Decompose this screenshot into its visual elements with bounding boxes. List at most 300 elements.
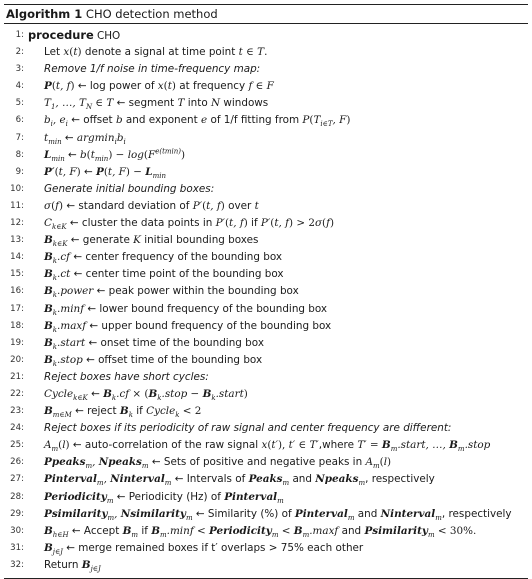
line-segment: Ninterval [110, 473, 165, 486]
line-segment: B [44, 336, 53, 349]
line-segment: B [44, 524, 53, 537]
algorithm-line [4, 437, 528, 454]
line-segment: ) [220, 199, 225, 212]
line-segment: min [152, 171, 166, 180]
line-segment: ← segment [113, 97, 178, 110]
line-segment: ∈ [92, 97, 107, 110]
line-segment: m [160, 530, 167, 539]
line-segment: k [157, 394, 162, 403]
line-segment: into [184, 97, 211, 110]
line-segment: , …, T [55, 97, 86, 110]
line-segment: ( [163, 80, 168, 93]
algorithm-line [4, 471, 528, 488]
line-segment: Pinterval [224, 490, 278, 503]
line-number: 27: [10, 474, 24, 485]
line-text [44, 471, 435, 488]
line-segment: m [164, 479, 172, 488]
line-segment: Generate initial bounding boxes: [44, 182, 215, 195]
algorithm-line [4, 232, 528, 249]
line-segment: .stop [161, 387, 188, 400]
line-text [44, 506, 512, 523]
line-segment: ( [51, 80, 56, 93]
line-number: 18: [10, 320, 24, 331]
algorithm-lines [4, 24, 528, 578]
algorithm-line [4, 112, 528, 129]
line-segment: m [277, 496, 284, 505]
line-text [44, 301, 327, 318]
line-segment: and exponent [122, 114, 202, 127]
line-number: 2: [15, 47, 24, 58]
line-segment: ← Accept [68, 524, 123, 537]
line-segment: .ct [57, 268, 71, 281]
algorithm-line [4, 78, 528, 95]
line-segment: P′ [215, 217, 225, 230]
line-text [44, 95, 268, 112]
line-segment: T′ [357, 439, 367, 452]
line-number: 5: [15, 98, 24, 109]
line-text [44, 130, 126, 147]
algorithm-line [4, 403, 528, 420]
line-text [44, 164, 166, 181]
line-segment: m [358, 479, 366, 488]
line-segment: < 2 [179, 405, 202, 418]
algorithm-line [4, 215, 528, 232]
line-segment: ( [58, 439, 63, 452]
line-segment: ← log power of [74, 80, 158, 93]
algorithm-line [4, 369, 528, 386]
line-number: 14: [10, 252, 24, 263]
line-segment: ∈ [242, 46, 258, 59]
algorithm-line [4, 335, 528, 352]
line-segment: e(tmin) [155, 147, 182, 156]
line-segment: ( [202, 199, 207, 212]
line-segment: A [365, 456, 373, 469]
line-segment: T [177, 97, 185, 110]
line-segment: k [211, 394, 216, 403]
line-segment: m [131, 530, 139, 539]
line-segment: B [122, 524, 132, 537]
line-segment: K [133, 234, 141, 247]
line-segment: l [62, 439, 66, 452]
algorithm-line [4, 454, 528, 471]
line-segment: t, F [58, 165, 77, 178]
line-segment: , e [52, 114, 66, 127]
line-segment: .start [57, 336, 86, 349]
line-number: 15: [10, 269, 24, 280]
algorithm-caption [4, 5, 528, 23]
line-segment: ← upper bound frequency of the bounding box [86, 319, 332, 332]
line-number: 29: [10, 508, 24, 519]
line-segment: B [44, 302, 53, 315]
line-segment: min [94, 154, 109, 163]
line-segment: ← cluster the data points in [66, 217, 216, 230]
line-number: 19: [10, 337, 24, 348]
line-segment: C [44, 217, 52, 230]
line-segment: B [103, 387, 112, 400]
line-text [44, 386, 248, 403]
line-segment: N [210, 97, 221, 110]
line-segment: P [96, 165, 104, 178]
algorithm-line [4, 147, 528, 164]
line-segment: ← Sets of positive and negative peaks in [148, 456, 366, 469]
line-segment: m [141, 462, 149, 471]
algorithm-line [4, 540, 528, 557]
line-segment: Return [44, 558, 82, 571]
line-segment: denote a signal at time point [81, 46, 239, 59]
line-segment: , [114, 507, 121, 520]
line-segment: B [119, 405, 129, 418]
line-segment: min [48, 137, 62, 146]
line-segment: t [167, 80, 172, 93]
line-segment: B [202, 387, 212, 400]
line-segment: j∈J [52, 547, 63, 556]
line-number: 32: [10, 559, 24, 570]
line-number: 30: [10, 525, 24, 536]
line-segment: k [52, 342, 58, 351]
line-segment: Peaks [248, 473, 283, 486]
algorithm-line [4, 386, 528, 403]
line-segment: ) [77, 46, 82, 59]
line-segment: k∈K [73, 394, 88, 403]
algorithm-line [4, 130, 528, 147]
line-segment: ( [224, 217, 230, 230]
line-segment: i [50, 120, 53, 129]
algorithm-line [4, 523, 528, 540]
line-segment: k∈K [52, 240, 68, 249]
line-segment: .power [57, 285, 94, 298]
line-segment: ) [70, 80, 75, 93]
line-segment: B [44, 234, 53, 247]
line-text [44, 335, 264, 352]
line-segment: ← merge remained boxes if t′ overlaps > 75% each other [62, 541, 364, 554]
line-segment: b [116, 131, 124, 144]
line-segment: Ppeaks [44, 456, 86, 469]
line-segment: i [114, 137, 117, 146]
line-segment: t [73, 46, 78, 59]
line-segment: m [271, 530, 279, 539]
line-segment: ( [379, 456, 384, 469]
line-segment: t, F [107, 165, 126, 178]
line-segment: k [128, 411, 133, 420]
line-segment: − [187, 387, 203, 400]
line-segment: b [115, 114, 123, 127]
line-segment: t′ [288, 439, 296, 452]
line-segment: Reject boxes have short cycles: [44, 370, 209, 383]
line-segment: T [44, 97, 51, 110]
line-segment: .minf [166, 524, 194, 537]
line-segment: m [302, 530, 310, 539]
line-segment: ) − [125, 165, 146, 178]
line-segment: ) [243, 217, 248, 230]
line-text [44, 437, 490, 454]
line-segment: ← offset time of the bounding box [82, 353, 263, 366]
line-segment: P′ [260, 217, 271, 230]
line-segment: B [44, 319, 53, 332]
line-segment: .stop [464, 439, 491, 452]
algorithm-number: Algorithm 1 [6, 7, 83, 21]
line-number: 12: [10, 218, 24, 229]
line-segment: B [44, 268, 53, 281]
line-segment: B [44, 353, 53, 366]
line-text [28, 27, 120, 45]
line-segment: m [185, 513, 193, 522]
line-number: 23: [10, 406, 24, 417]
line-segment: m [282, 479, 290, 488]
line-segment: m [347, 513, 355, 522]
algorithm-line [4, 164, 528, 181]
line-segment: f [326, 217, 330, 230]
line-segment: ) [329, 217, 335, 230]
algorithm-line [4, 44, 528, 61]
line-segment: B [148, 387, 158, 400]
line-segment: of 1/f fitting from [207, 114, 303, 127]
algorithm-line [4, 489, 528, 506]
line-segment: Remove 1/f noise in time-frequency map: [44, 63, 261, 76]
line-segment: log [127, 148, 144, 161]
line-text [44, 369, 209, 386]
line-text [44, 232, 258, 249]
line-segment: ← standard deviation of [63, 199, 193, 212]
line-text [44, 352, 262, 369]
algorithm-line [4, 420, 528, 437]
line-number: 10: [10, 183, 24, 194]
algorithm-line [4, 61, 528, 78]
line-segment: , [103, 473, 111, 486]
line-segment: σ [314, 217, 323, 230]
line-number: 7: [15, 132, 24, 143]
algorithm-line [4, 181, 528, 198]
line-segment: B [44, 285, 53, 298]
algorithm-title: CHO detection method [85, 7, 218, 21]
algorithm-line [4, 301, 528, 318]
line-segment: Psimilarity [364, 524, 428, 537]
line-text [44, 266, 284, 283]
line-segment: Periodicity [44, 490, 107, 503]
line-segment: ( [54, 165, 59, 178]
line-segment: t′ [271, 439, 278, 452]
line-segment: × ( [129, 387, 149, 400]
line-segment: CHO [93, 30, 121, 42]
line-segment: ← [87, 387, 104, 400]
line-text [44, 147, 185, 164]
line-number: 17: [10, 303, 24, 314]
line-segment: ) [59, 199, 64, 212]
line-segment: m [457, 445, 465, 454]
algorithm-line [4, 318, 528, 335]
line-segment: if [138, 524, 152, 537]
line-segment: Let [44, 46, 64, 59]
line-segment: ( [86, 148, 91, 161]
line-segment: .cf [57, 251, 71, 264]
algorithm-line [4, 198, 528, 215]
line-segment: m∈M [52, 411, 72, 420]
line-segment: , respectively [365, 473, 435, 486]
line-segment: ← reject [71, 405, 120, 418]
line-segment: T [313, 114, 321, 127]
line-number: 16: [10, 286, 24, 297]
line-text [44, 181, 214, 198]
line-segment: ∈ [252, 80, 267, 93]
line-segment: .start [215, 387, 244, 400]
line-segment: x [261, 439, 268, 452]
line-segment: N [85, 103, 93, 112]
line-segment: ) [76, 165, 81, 178]
line-segment: ) [181, 148, 186, 161]
line-segment: ← Periodicity (Hz) of [113, 490, 225, 503]
line-segment: ), [277, 439, 289, 452]
line-segment: < [278, 524, 294, 537]
line-segment: ← center frequency of the bounding box [70, 251, 283, 264]
line-text [44, 198, 259, 215]
algorithm-line [4, 352, 528, 369]
line-segment: k [52, 325, 58, 334]
algorithm-line [4, 557, 528, 574]
line-segment: min [51, 154, 65, 163]
line-segment: t, f [274, 217, 289, 230]
line-number: 31: [10, 542, 24, 553]
line-segment: B [293, 524, 303, 537]
line-segment: k [52, 359, 58, 368]
line-segment: , [92, 456, 99, 469]
line-number: 6: [15, 115, 24, 126]
line-segment: L [44, 148, 52, 161]
line-segment: Nsimilarity [120, 507, 186, 520]
line-segment: .start, …, [397, 439, 450, 452]
line-number: 11: [10, 200, 24, 211]
algorithm-line [4, 249, 528, 266]
line-segment: h∈H [52, 530, 69, 539]
line-segment: L [145, 165, 153, 178]
line-text [44, 403, 201, 420]
line-segment: and [354, 507, 381, 520]
line-segment: ← peak power within the bounding box [93, 285, 299, 298]
line-segment: ← [61, 131, 77, 144]
line-segment: B [381, 439, 391, 452]
line-number: 22: [10, 388, 24, 399]
line-segment: ( [322, 217, 327, 230]
line-segment: Pinterval [44, 473, 97, 486]
line-segment: m [96, 479, 104, 488]
line-segment: k [52, 257, 58, 266]
line-segment: .maxf [309, 524, 339, 537]
line-number: 3: [15, 64, 24, 75]
line-segment: t [254, 199, 259, 212]
line-text [44, 61, 260, 78]
algorithm-line [4, 283, 528, 300]
line-segment: t [44, 131, 49, 144]
line-segment: if [247, 217, 261, 230]
line-segment: Ninterval [380, 507, 436, 520]
line-segment: t [238, 46, 243, 59]
line-segment: k [52, 308, 58, 317]
line-segment: , respectively [441, 507, 512, 520]
line-segment: ) [387, 456, 392, 469]
line-segment: j∈J [90, 564, 101, 573]
line-segment: ) − [108, 148, 128, 161]
line-segment: ( [51, 199, 56, 212]
line-segment: l [383, 456, 388, 469]
algorithm-line [4, 27, 528, 44]
line-segment: T′ [309, 439, 319, 452]
line-segment: ← offset [67, 114, 116, 127]
line-segment: Reject boxes if its periodicity of raw signal and center frequency are different: [44, 422, 452, 435]
line-segment: ← [80, 165, 96, 178]
line-segment: 1 [50, 103, 56, 112]
line-number: 21: [10, 371, 24, 382]
line-text [44, 249, 282, 266]
line-segment: ( [103, 165, 108, 178]
line-segment: windows [220, 97, 269, 110]
line-segment: m [85, 462, 93, 471]
line-text [44, 78, 274, 95]
line-segment: B [44, 541, 53, 554]
line-segment: m [372, 462, 380, 471]
line-number: 25: [10, 440, 24, 451]
line-number: 13: [10, 235, 24, 246]
line-text [44, 215, 334, 232]
line-segment: T [106, 97, 114, 110]
line-segment: B [44, 405, 53, 418]
line-segment: ( [69, 46, 74, 59]
line-text [44, 44, 267, 61]
line-segment: ← Intervals of [171, 473, 249, 486]
line-segment: B [81, 558, 91, 571]
line-segment: ( [267, 439, 272, 452]
line-segment: ( [143, 148, 148, 161]
line-number: 20: [10, 354, 24, 365]
line-segment: ,where [318, 439, 358, 452]
line-segment: i [65, 120, 68, 129]
line-segment: ) > 2 [288, 217, 315, 230]
line-segment: k [111, 394, 117, 403]
line-number: 4: [15, 81, 24, 92]
line-number: 28: [10, 491, 24, 502]
line-segment: ( [309, 114, 314, 127]
algorithm-line [4, 506, 528, 523]
line-number: 9: [15, 166, 24, 177]
line-segment: and [289, 473, 316, 486]
line-segment: t, f [206, 199, 221, 212]
line-segment: Cycle [146, 405, 176, 418]
line-segment: A [44, 439, 52, 452]
line-segment: b [80, 148, 87, 161]
algorithm-block [4, 4, 528, 579]
line-segment: P [44, 80, 52, 93]
line-segment: m [51, 445, 59, 454]
line-segment: Npeaks [98, 456, 142, 469]
line-segment: Psimilarity [44, 507, 108, 520]
line-segment: ) [243, 387, 248, 400]
line-segment: m [427, 530, 435, 539]
line-text [44, 489, 284, 506]
line-text [44, 112, 350, 129]
line-segment: ← generate [67, 234, 134, 247]
line-segment: i∈T [320, 120, 333, 129]
line-segment: m [390, 445, 398, 454]
line-segment: σ [44, 199, 52, 212]
line-segment: T [257, 46, 265, 59]
algorithm-line [4, 266, 528, 283]
line-segment: f [248, 80, 253, 93]
line-segment: m [106, 496, 114, 505]
line-segment: over [224, 199, 255, 212]
line-segment: t [90, 148, 95, 161]
line-segment: P′ [192, 199, 203, 212]
line-segment: B [151, 524, 161, 537]
line-segment: b [44, 114, 51, 127]
line-segment: k [52, 274, 58, 283]
line-number: 1: [15, 30, 24, 40]
